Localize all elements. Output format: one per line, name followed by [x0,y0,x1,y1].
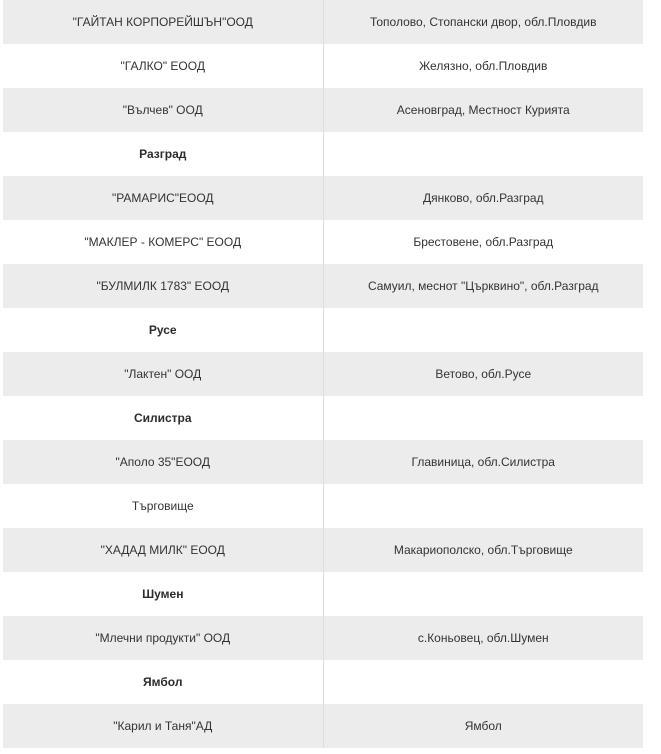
table-row [3,264,643,308]
table-row [3,176,643,220]
address-cell [323,132,643,176]
company-name-cell: "ГАЙТАН КОРПОРЕЙШЪН"ООД [3,0,323,44]
address-cell: Макариополско, обл.Търговище [323,528,643,572]
company-name-cell: "ГАЛКО" ЕООД [3,44,323,88]
company-name-cell: "МАКЛЕР - КОМЕРС" ЕООД [3,220,323,264]
address-cell [323,396,643,440]
table-row [3,704,643,748]
address-cell: Самуил, меснот "Църквино", обл.Разград [323,264,643,308]
address-cell: Дянково, обл.Разград [323,176,643,220]
region-heading-cell: Русе [3,308,323,352]
company-name-cell: "ХАДАД МИЛК" ЕООД [3,528,323,572]
company-name-cell: "Карил и Таня"АД [3,704,323,748]
address-cell [323,484,643,528]
address-cell: Брестовене, обл.Разград [323,220,643,264]
company-name-cell: "Млечни продукти" ООД [3,616,323,660]
company-name-cell: "РАМАРИС"ЕООД [3,176,323,220]
company-name-cell: "БУЛМИЛК 1783" ЕООД [3,264,323,308]
table-row [3,616,643,660]
address-cell [323,572,643,616]
region-heading-cell: Ямбол [3,660,323,704]
table-row [3,0,643,44]
region-heading-cell: Разград [3,132,323,176]
region-heading-cell: Шумен [3,572,323,616]
table-row [3,660,643,704]
producers-table-container [3,0,643,748]
table-row [3,396,643,440]
address-cell: Ямбол [323,704,643,748]
table-row [3,484,643,528]
address-cell: Асеновград, Местност Курията [323,88,643,132]
region-heading-cell: Силистра [3,396,323,440]
address-cell: Ветово, обл.Русе [323,352,643,396]
address-cell: Желязно, обл.Пловдив [323,44,643,88]
table-row [3,440,643,484]
company-name-cell: Търговище [3,484,323,528]
producers-table [3,0,643,748]
producers-table-body [3,0,643,748]
table-row [3,88,643,132]
table-row [3,132,643,176]
company-name-cell: "Аполо 35"ЕООД [3,440,323,484]
address-cell: Тополово, Стопански двор, обл.Пловдив [323,0,643,44]
address-cell [323,660,643,704]
table-row [3,352,643,396]
address-cell [323,308,643,352]
right-margin [643,0,661,754]
company-name-cell: "Лактен" ООД [3,352,323,396]
company-name-cell: "Вълчев" ООД [3,88,323,132]
table-row [3,528,643,572]
table-row [3,44,643,88]
table-row [3,220,643,264]
address-cell: с.Коньовец, обл.Шумен [323,616,643,660]
address-cell: Главиница, обл.Силистра [323,440,643,484]
table-row [3,572,643,616]
table-row [3,308,643,352]
